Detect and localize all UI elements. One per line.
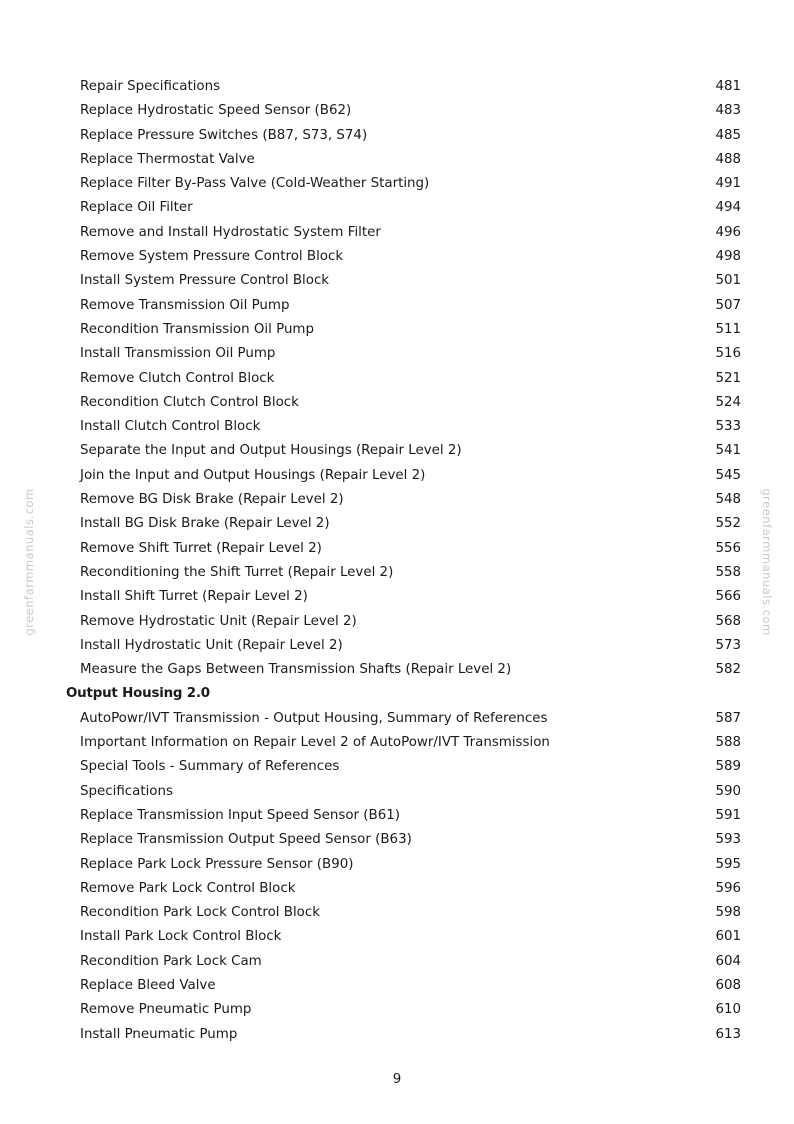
toc-entry-title: Remove and Install Hydrostatic System Filter (80, 224, 381, 240)
toc-entry-page: 521 (715, 370, 741, 386)
toc-entry-title: Replace Park Lock Pressure Sensor (B90) (80, 856, 354, 872)
toc-entry-title: Remove Pneumatic Pump (80, 1002, 252, 1018)
toc-entry[interactable] (0, 196, 794, 220)
section-heading-title: Output Housing 2.0 (66, 686, 210, 702)
toc-entry[interactable] (0, 172, 794, 196)
toc-entry-page: 485 (715, 127, 741, 143)
toc-entry-page: 598 (715, 905, 741, 921)
toc-entry[interactable] (0, 804, 794, 828)
toc-entry-page: 608 (715, 977, 741, 993)
toc-entry-title: Install Shift Turret (Repair Level 2) (80, 589, 308, 605)
toc-entry-page: 511 (715, 321, 741, 337)
toc-entry[interactable] (0, 221, 794, 245)
toc-entry-page: 601 (715, 929, 741, 945)
toc-entry-title: Install Park Lock Control Block (80, 929, 282, 945)
toc-entry-page: 556 (715, 540, 741, 556)
toc-entry-page: 568 (715, 613, 741, 629)
toc-entry-title: Install BG Disk Brake (Repair Level 2) (80, 516, 330, 532)
toc-entry[interactable] (0, 998, 794, 1022)
toc-entry-title: Remove Shift Turret (Repair Level 2) (80, 540, 322, 556)
toc-entry[interactable] (0, 707, 794, 731)
toc-entry[interactable] (0, 561, 794, 585)
toc-entry-page: 588 (715, 735, 741, 751)
toc-entry-title: Remove Transmission Oil Pump (80, 297, 290, 313)
toc-entry-title: Install Clutch Control Block (80, 419, 261, 435)
watermark-left: greenfarmmanuals.com (22, 488, 36, 636)
toc-entry-title: Remove BG Disk Brake (Repair Level 2) (80, 492, 344, 508)
toc-entry[interactable] (0, 318, 794, 342)
toc-entry-page: 533 (715, 419, 741, 435)
toc-entry-title: Recondition Park Lock Cam (80, 953, 262, 969)
toc-entry-title: Specifications (80, 783, 173, 799)
toc-entry[interactable] (0, 148, 794, 172)
toc-entry-page: 591 (715, 807, 741, 823)
toc-entry-page: 501 (715, 273, 741, 289)
toc-entry-page: 587 (715, 710, 741, 726)
toc-entry-page: 541 (715, 443, 741, 459)
toc-entry[interactable] (0, 1023, 794, 1047)
toc-entry[interactable] (0, 828, 794, 852)
toc-entry[interactable] (0, 877, 794, 901)
toc-entry-page: 481 (715, 79, 741, 94)
toc-entry[interactable] (0, 488, 794, 512)
toc-entry-page: 604 (715, 953, 741, 969)
toc-entry[interactable] (0, 124, 794, 148)
toc-entry[interactable] (0, 658, 794, 682)
toc-entry-title: Replace Thermostat Valve (80, 151, 255, 167)
toc-entry-title: Special Tools - Summary of References (80, 759, 340, 775)
watermark-right: greenfarmmanuals.com (760, 488, 774, 636)
toc-entry-page: 491 (715, 176, 741, 192)
toc-entry-title: Replace Hydrostatic Speed Sensor (B62) (80, 103, 352, 119)
toc-entry-page: 552 (715, 516, 741, 532)
toc-entry-title: Remove Clutch Control Block (80, 370, 275, 386)
toc-entry-page: 566 (715, 589, 741, 605)
toc-entry[interactable] (0, 415, 794, 439)
toc-entry-title: Remove System Pressure Control Block (80, 249, 344, 265)
page-number: 9 (392, 1072, 402, 1087)
toc-entry[interactable] (0, 99, 794, 123)
toc-entry-page: 593 (715, 832, 741, 848)
toc-entry-title: Install Pneumatic Pump (80, 1026, 238, 1042)
toc-entry-page: 590 (715, 783, 741, 799)
toc-entry-title: Replace Transmission Output Speed Sensor (B63) (80, 832, 412, 848)
toc-entry-page: 582 (715, 662, 741, 678)
toc-entry-page: 494 (715, 200, 741, 216)
toc-entry-page: 545 (715, 467, 741, 483)
toc-entry[interactable] (0, 731, 794, 755)
toc-entry[interactable] (0, 269, 794, 293)
toc-entry-page: 610 (715, 1002, 741, 1018)
toc-entry[interactable] (0, 512, 794, 536)
toc-entry-page: 613 (715, 1026, 741, 1042)
toc-entry-page: 496 (715, 224, 741, 240)
toc-entry[interactable] (0, 755, 794, 779)
toc-entry-title: Replace Bleed Valve (80, 977, 216, 993)
toc-entry[interactable] (0, 367, 794, 391)
toc-entry[interactable] (0, 391, 794, 415)
toc-entry-title: Recondition Transmission Oil Pump (80, 321, 314, 337)
toc-entry-page: 595 (715, 856, 741, 872)
toc-entry-page: 589 (715, 759, 741, 775)
toc-entry[interactable] (0, 950, 794, 974)
toc-entry[interactable] (0, 853, 794, 877)
toc-entry-page: 498 (715, 249, 741, 265)
toc-entry-title: Recondition Park Lock Control Block (80, 905, 320, 921)
toc-entry[interactable] (0, 780, 794, 804)
toc-entry-title: Remove Hydrostatic Unit (Repair Level 2) (80, 613, 357, 629)
toc-entry-page: 483 (715, 103, 741, 119)
toc-entry-page: 524 (715, 394, 741, 410)
toc-entry[interactable] (0, 342, 794, 366)
toc-entry-title: Repair Specifications (80, 79, 221, 94)
table-of-contents (0, 75, 794, 1047)
toc-entry-title: AutoPowr/IVT Transmission - Output Housing, Summary of References (80, 710, 548, 726)
toc-entry-title: Install System Pressure Control Block (80, 273, 330, 289)
toc-entry-page: 573 (715, 637, 741, 653)
toc-entry-title: Install Transmission Oil Pump (80, 346, 276, 362)
toc-entry-title: Recondition Clutch Control Block (80, 394, 299, 410)
toc-entry[interactable] (0, 439, 794, 463)
toc-entry-title: Separate the Input and Output Housings (Repair Level 2) (80, 443, 462, 459)
toc-entry[interactable] (0, 634, 794, 658)
toc-entry-title: Reconditioning the Shift Turret (Repair Level 2) (80, 564, 394, 580)
toc-entry-title: Important Information on Repair Level 2 of AutoPowr/IVT Transmission (80, 735, 550, 751)
toc-entry[interactable] (0, 974, 794, 998)
toc-entry[interactable] (0, 925, 794, 949)
toc-entry[interactable] (0, 901, 794, 925)
toc-entry[interactable] (0, 245, 794, 269)
toc-entry[interactable] (0, 537, 794, 561)
toc-entry-title: Measure the Gaps Between Transmission Shafts (Repair Level 2) (80, 662, 512, 678)
toc-entry[interactable] (0, 464, 794, 488)
toc-entry-title: Remove Park Lock Control Block (80, 880, 296, 896)
toc-entry-page: 507 (715, 297, 741, 313)
toc-entry-page: 596 (715, 880, 741, 896)
toc-entry-page: 558 (715, 564, 741, 580)
toc-entry-page: 516 (715, 346, 741, 362)
toc-entry-page: 548 (715, 492, 741, 508)
toc-entry[interactable] (0, 75, 794, 99)
toc-entry-page: 488 (715, 151, 741, 167)
toc-entry-title: Replace Filter By-Pass Valve (Cold-Weather Starting) (80, 176, 430, 192)
toc-entry-title: Install Hydrostatic Unit (Repair Level 2) (80, 637, 343, 653)
toc-entry-title: Replace Pressure Switches (B87, S73, S74) (80, 127, 368, 143)
toc-entry[interactable] (0, 585, 794, 609)
toc-entry-title: Join the Input and Output Housings (Repair Level 2) (80, 467, 426, 483)
toc-entry-title: Replace Oil Filter (80, 200, 193, 216)
toc-entry-title: Replace Transmission Input Speed Sensor (B61) (80, 807, 400, 823)
toc-entry[interactable] (0, 294, 794, 318)
toc-section-heading[interactable] (0, 682, 794, 706)
toc-entry[interactable] (0, 610, 794, 634)
